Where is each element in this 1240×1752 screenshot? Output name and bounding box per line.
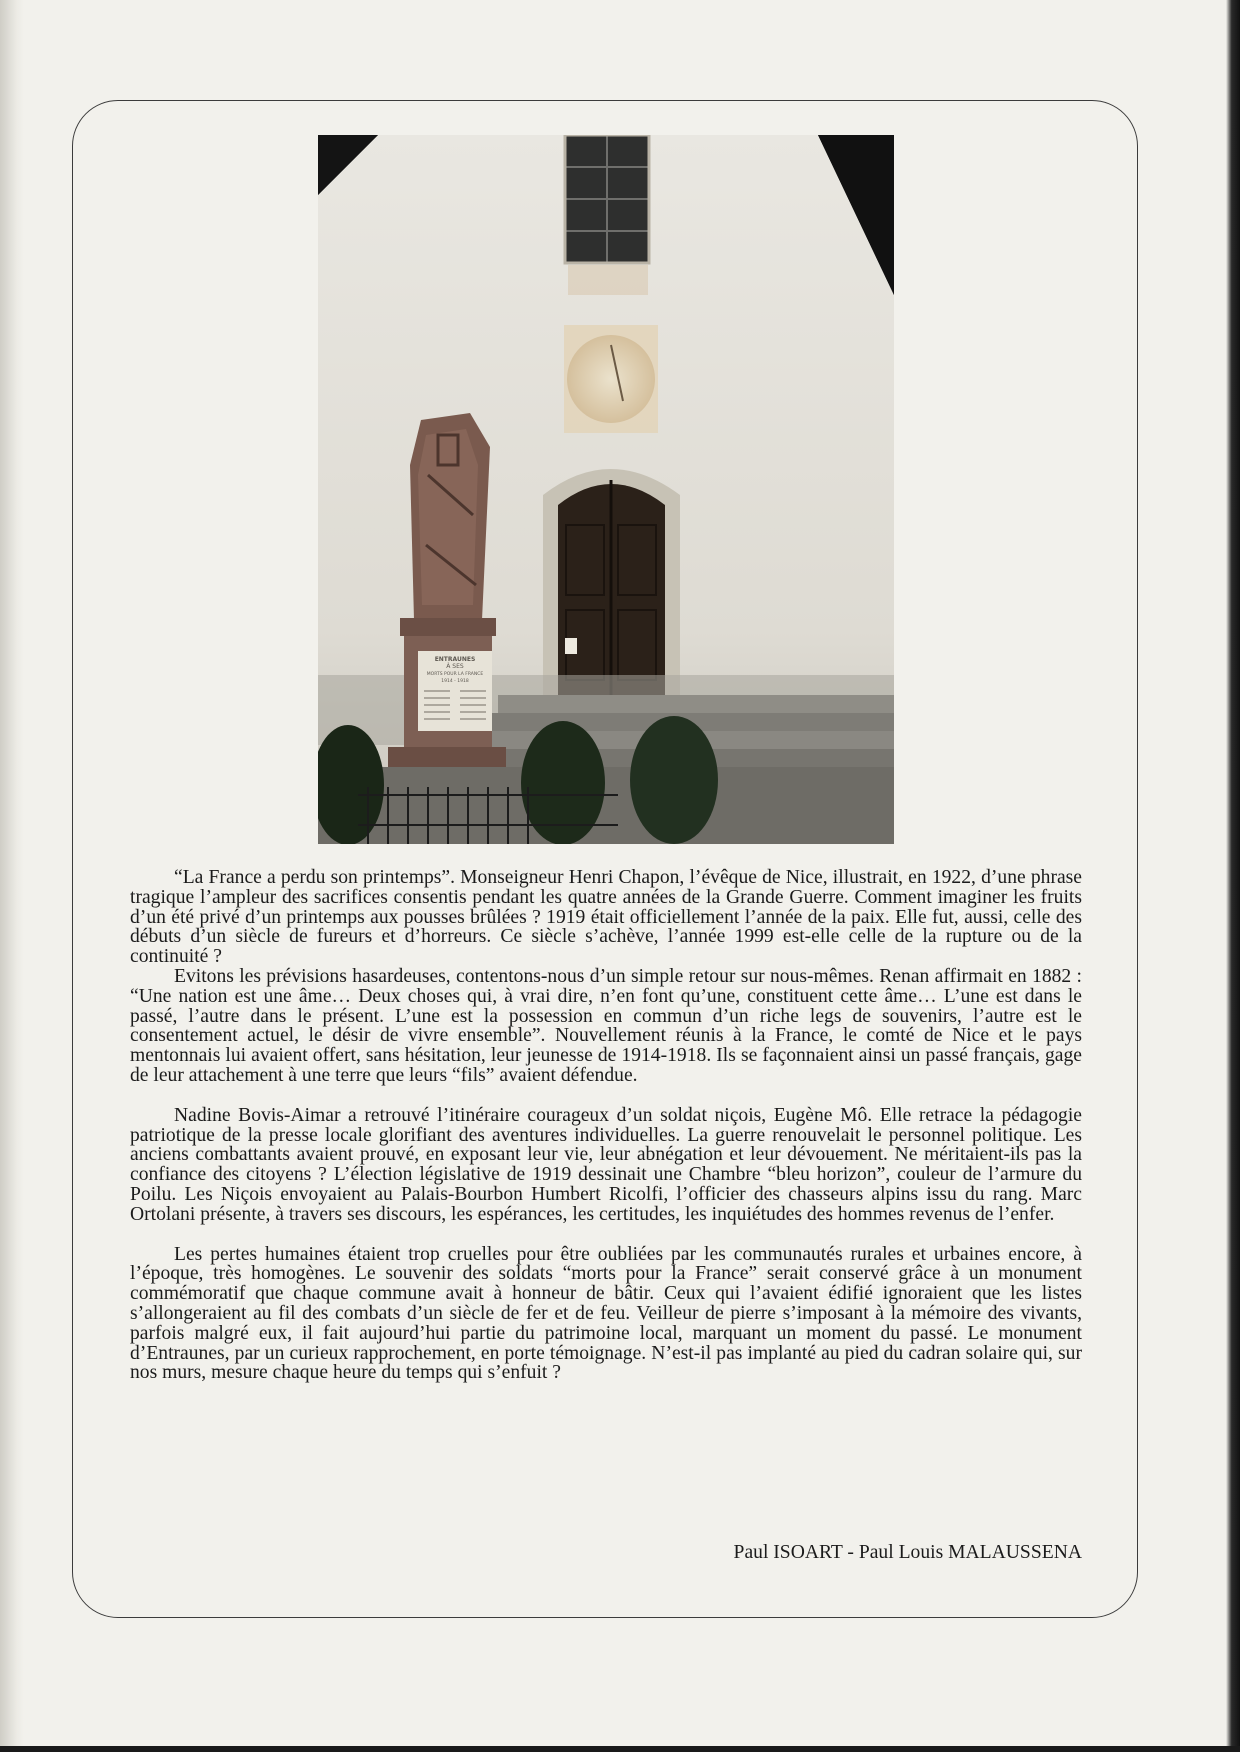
plaque-line-1: ENTRAUNES (434, 656, 476, 663)
paragraph-1: “La France a perdu son printemps”. Monseigneur Henri Chapon, l’évêque de Nice, illustrait, en 1922, d’une phrase tragique l’ampleur des sacrifices consentis pendant les quatre années de la Grande Guerre. Comment imaginer les fruits d’un été privé d’un printemps aux pousses brûlées ? 1919 était officiellement l’année de la paix. Elle fut, aussi, celle des débuts d’un siècle de fureurs et d’horreurs. Ce siècle s’achève, l’année 1999 est-elle celle de la rupture ou de la continuité ? (130, 867, 1082, 968)
paragraph-2: Evitons les prévisions hasardeuses, contentons-nous d’un simple retour sur nous-mêmes. Renan affirmait en 1882 : “Une nation est une âme… Deux choses qui, à vrai dire, n’en font qu’une, constituent cette âme… L’une est dans le passé, l’autre dans le présent. L’une est la possession en commun d’un riche legs de souvenirs, l’autre est le consentement actuel, le désir de vivre ensemble”. Nouvellement réunis à la France, le comté de Nice et le pays mentonnais lui avaient offert, sans hésitation, leur jeunesse de 1914-1918. Ils se façonnaient ainsi un passé français, gage de leur attachement à une terre que leurs “fils” avaient défendue. (130, 965, 1082, 1086)
war-memorial-photo (318, 135, 894, 844)
plaque-line-4: 1914 - 1918 (441, 679, 469, 684)
page-binding-edge (0, 0, 24, 1752)
article-body (130, 868, 1082, 1383)
plaque-line-3: MORTS POUR LA FRANCE (426, 672, 484, 677)
page-right-edge (1226, 0, 1240, 1752)
paragraph-3: Nadine Bovis-Aimar a retrouvé l’itinéraire courageux d’un soldat niçois, Eugène Mô. Elle retrace la pédagogie patriotique de la presse locale glorifiant des aventures individuelles. La guerre renouvelait le personnel politique. Les anciens combattants avaient prouvé, en exposant leur vie, leur abnégation et leur dévouement. Ne méritaient-ils pas la confiance des citoyens ? L’élection législative de 1919 dessinait une Chambre “bleu horizon”, couleur de l’armure du Poilu. Les Niçois envoyaient au Palais-Bourbon Humbert Ricolfi, l’officier des chasseurs alpins issu du rang. Marc Ortolani présente, à travers ses discours, les espérances, les certitudes, les inquiétudes des hommes revenus de l’enfer. (130, 1104, 1082, 1225)
author-signature: Paul ISOART - Paul Louis MALAUSSENA (733, 1542, 1082, 1563)
paragraph-4: Les pertes humaines étaient trop cruelles pour être oubliées par les communautés rurales et urbaines encore, à l’époque, très homogènes. Le souvenir des soldats “morts pour la France” serait conservé grâce à un monument commémoratif que chaque commune avait à honneur de bâtir. Ceux qui l’avaient édifié ignoraient que les listes s’allongeraient au fil des combats d’un siècle de fer et de feu. Veilleur de pierre s’imposant à la mémoire des vivants, parfois malgré eux, il fait aujourd’hui partie du patrimoine local, marquant un moment du passé. Le monument d’Entraunes, par un curieux rapprochement, en porte témoignage. N’est-il pas implanté au pied du cadran solaire qui, sur nos murs, mesure chaque heure du temps qui s’enfuit ? (130, 1243, 1082, 1384)
page-bottom-edge (0, 1746, 1240, 1752)
plaque-line-2: À SES (446, 663, 464, 670)
